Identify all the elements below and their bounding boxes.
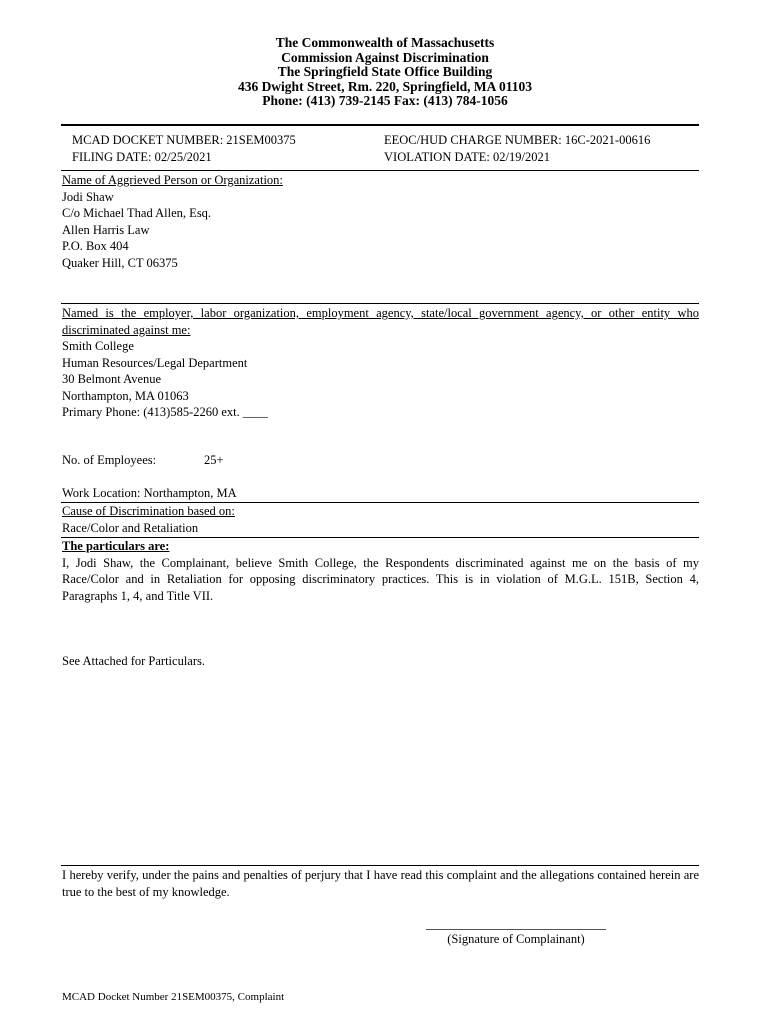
verification-divider: [61, 865, 699, 866]
cause-label: Cause of Discrimination based on:: [62, 504, 235, 518]
footer-docket: MCAD Docket Number 21SEM00375, Complaint: [62, 991, 285, 1003]
signature-label: (Signature of Complainant): [447, 932, 585, 946]
mcad-docket-number: MCAD DOCKET NUMBER: 21SEM00375: [72, 133, 296, 147]
work-location: Work Location: Northampton, MA: [62, 486, 237, 500]
particulars-section: [62, 538, 699, 604]
employees-label: No. of Employees:: [62, 453, 157, 467]
header-phone-fax: Phone: (413) 739-2145 Fax: (413) 784-1056: [262, 93, 508, 108]
verification-statement: I hereby verify, under the pains and penalties of perjury that I have read this complaint and the allegations contained herein are true to the best of my knowledge.: [62, 868, 699, 899]
respondent-phone: Primary Phone: (413)585-2260 ext. ____: [62, 405, 268, 419]
respondent-street: 30 Belmont Avenue: [62, 372, 162, 386]
particulars-text: I, Jodi Shaw, the Complainant, believe Smith College, the Respondents discriminated against me on the basis of my Race/Color and in Retaliation for opposing discriminatory practices. This is in violation of M.G.L. 151B, Section 4, Paragraphs 1, 4, and Title VII.: [62, 555, 699, 603]
aggrieved-section: [62, 172, 699, 271]
particulars-label: The particulars are:: [62, 539, 170, 553]
header-commonwealth: The Commonwealth of Massachusetts: [275, 35, 495, 50]
violation-date: VIOLATION DATE: 02/19/2021: [384, 149, 550, 164]
docket-divider: [61, 170, 699, 171]
cause-section: [62, 503, 699, 536]
aggrieved-care-of: C/o Michael Thad Allen, Esq.: [62, 206, 212, 220]
docket-left-column: [72, 132, 372, 165]
respondent-department: Human Resources/Legal Department: [62, 355, 248, 370]
docket-right-column: [384, 132, 704, 165]
cause-value: Race/Color and Retaliation: [62, 520, 199, 535]
respondent-section: [62, 305, 699, 421]
agency-header: [0, 36, 770, 109]
aggrieved-po-box: P.O. Box 404: [62, 239, 129, 253]
header-divider: [61, 124, 699, 126]
header-commission: Commission Against Discrimination: [281, 49, 489, 65]
respondent-label: Named is the employer, labor organization, employment agency, state/local government agency, or other entity who discriminated against me:: [62, 306, 699, 337]
signature-line: [426, 929, 606, 930]
aggrieved-label: Name of Aggrieved Person or Organization:: [62, 173, 283, 187]
see-attached: See Attached for Particulars.: [62, 654, 206, 668]
header-building: The Springfield State Office Building: [277, 64, 493, 79]
employees-value: 25+: [204, 453, 224, 467]
aggrieved-name: Jodi Shaw: [62, 189, 114, 204]
filing-date: FILING DATE: 02/25/2021: [72, 149, 212, 164]
eeoc-charge-number: EEOC/HUD CHARGE NUMBER: 16C-2021-00616: [384, 133, 651, 147]
header-address: 436 Dwight Street, Rm. 220, Springfield, MA 01103: [237, 78, 533, 94]
aggrieved-city: Quaker Hill, CT 06375: [62, 255, 178, 270]
respondent-city: Northampton, MA 01063: [62, 388, 189, 403]
aggrieved-firm: Allen Harris Law: [62, 222, 150, 237]
respondent-name: Smith College: [62, 339, 134, 353]
respondent-divider: [61, 303, 699, 304]
